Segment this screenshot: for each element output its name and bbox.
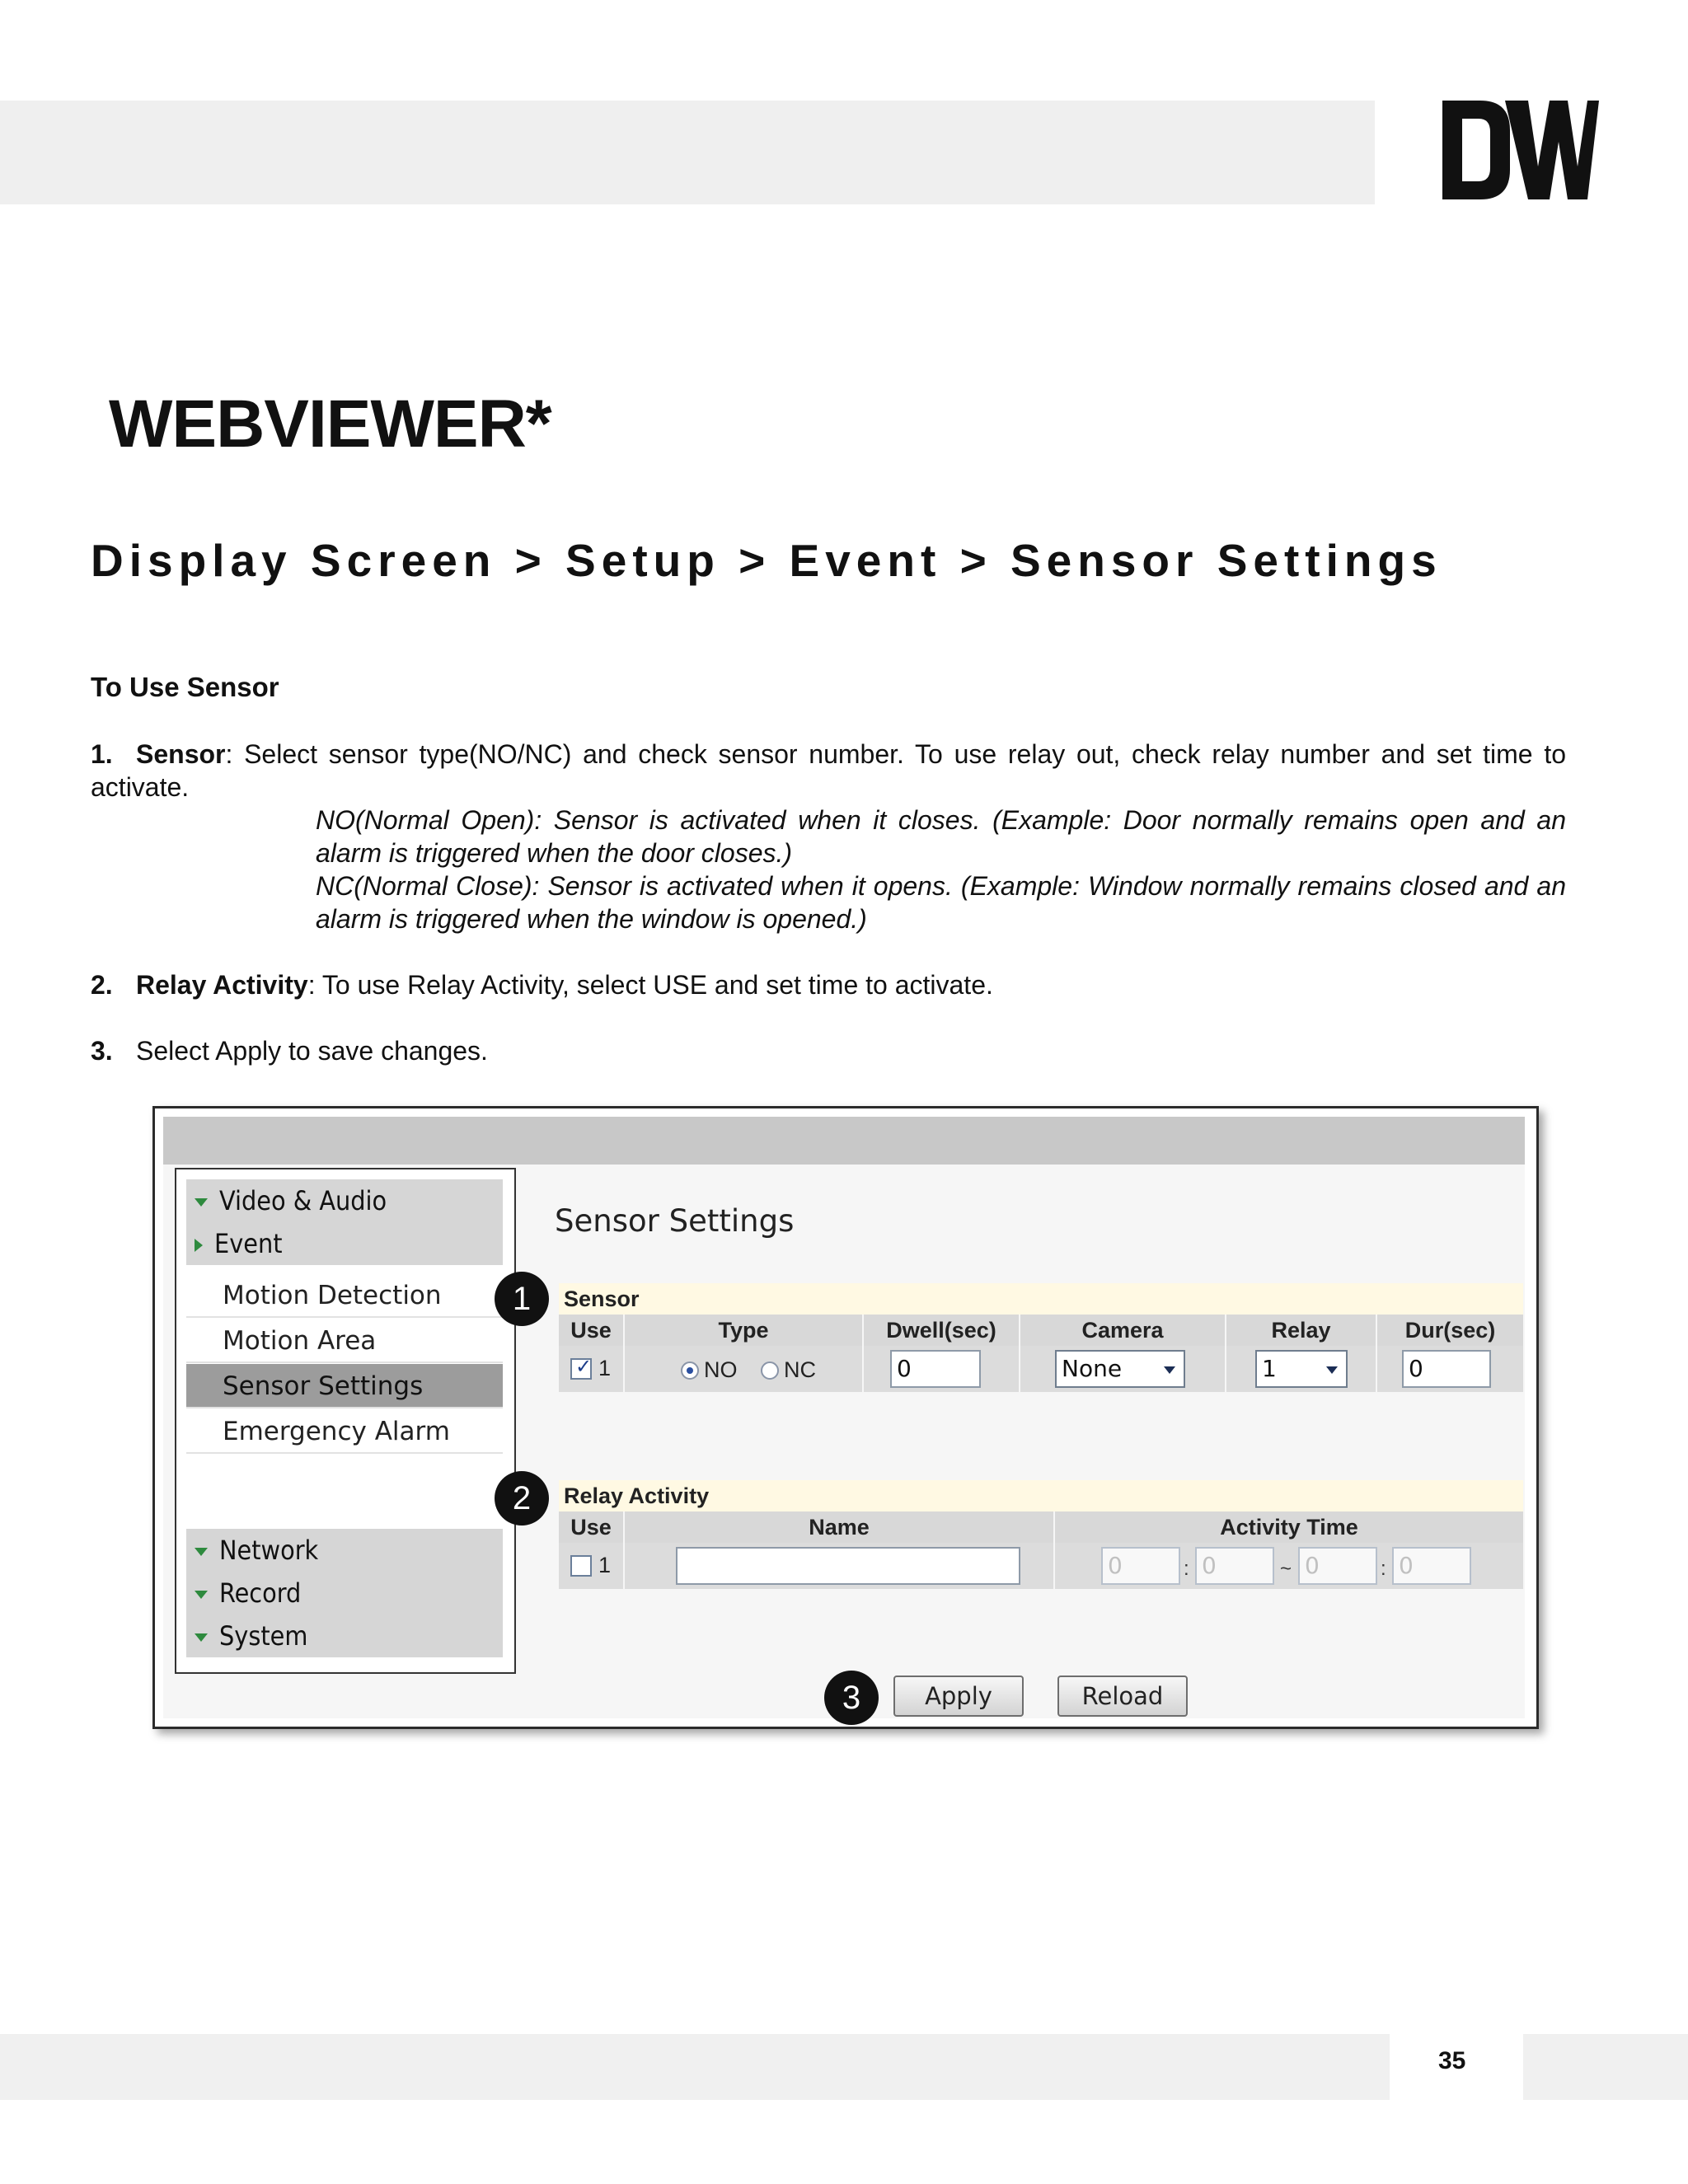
time-separator: : — [1381, 1558, 1386, 1580]
dropdown-arrow-icon — [1326, 1366, 1338, 1374]
section-subheading: To Use Sensor — [91, 672, 279, 702]
sensor-col-type: Type — [625, 1315, 864, 1346]
page-title: WEBVIEWER* — [109, 387, 551, 462]
sidebar-item-motion-detection[interactable]: Motion Detection — [186, 1273, 503, 1318]
expand-arrow-icon — [195, 1633, 208, 1642]
callout-2-badge: 2 — [495, 1471, 549, 1526]
callout-1-badge: 1 — [495, 1272, 549, 1326]
note-normal-close: NC(Normal Close): Sensor is activated when it opens. (Example: Window normally remains closed and an alarm is triggered when the window is opened.) — [316, 871, 1566, 934]
range-separator: ~ — [1280, 1558, 1292, 1580]
header-band — [0, 101, 1375, 204]
page-number: 35 — [1438, 2047, 1466, 2074]
sensor-index: 1 — [598, 1356, 612, 1380]
sensor-col-relay: Relay — [1226, 1315, 1377, 1346]
reload-button[interactable]: Reload — [1057, 1675, 1188, 1717]
footer-band-right — [1523, 2034, 1688, 2100]
sensor-col-use: Use — [559, 1315, 625, 1346]
step-number: 2. — [91, 970, 113, 1000]
checkmark-icon: ✓ — [575, 1356, 593, 1378]
sensor-type-no-radio[interactable] — [681, 1361, 699, 1380]
step-number: 3. — [91, 1036, 113, 1066]
step-2 — [91, 968, 1566, 1001]
expand-arrow-icon — [195, 1591, 208, 1599]
step-text: : Select sensor type(NO/NC) and check sensor number. To use relay out, check relay number and set time to activate. — [91, 739, 1566, 802]
footer-band-left — [0, 2034, 1390, 2100]
sensor-dur-cell — [1377, 1346, 1523, 1392]
step-3 — [91, 1034, 1566, 1067]
dropdown-arrow-icon — [1164, 1366, 1175, 1374]
sensor-type-no-label: NO — [704, 1357, 738, 1382]
sensor-type-nc-label: NC — [784, 1357, 816, 1382]
sensor-relay-cell — [1226, 1346, 1377, 1392]
sidebar-item-emergency-alarm[interactable]: Emergency Alarm — [186, 1409, 503, 1454]
sensor-type-nc-radio[interactable] — [761, 1361, 779, 1380]
relay-start-hour-input[interactable]: 0 — [1101, 1547, 1180, 1585]
step-text: : To use Relay Activity, select USE and set time to activate. — [307, 970, 993, 1000]
sensor-dwell-cell — [864, 1346, 1020, 1392]
relay-index: 1 — [598, 1553, 612, 1577]
sidebar-group-bottom — [186, 1529, 503, 1657]
sensor-col-dur: Dur(sec) — [1377, 1315, 1523, 1346]
callout-3-badge: 3 — [824, 1671, 879, 1725]
relay-activity-section-heading: Relay Activity — [559, 1480, 1523, 1511]
sensor-relay-select[interactable]: 1 — [1255, 1350, 1348, 1388]
step-text: Select Apply to save changes. — [136, 1036, 488, 1066]
sensor-dur-input[interactable]: 0 — [1402, 1350, 1491, 1388]
dw-logo — [1442, 97, 1599, 203]
sensor-section-heading: Sensor — [559, 1283, 1523, 1315]
note-normal-open: NO(Normal Open): Sensor is activated when it closes. (Example: Door normally remains open and an alarm is triggered when the door closes.) — [316, 805, 1566, 868]
relay-use-cell — [559, 1543, 625, 1589]
apply-button[interactable]: Apply — [893, 1675, 1024, 1717]
sidebar-group-top — [186, 1179, 503, 1265]
relay-time-cell — [1055, 1543, 1523, 1589]
sensor-col-camera: Camera — [1020, 1315, 1226, 1346]
setup-sidebar — [175, 1168, 516, 1674]
sensor-camera-cell — [1020, 1346, 1226, 1392]
expand-arrow-icon — [195, 1548, 208, 1556]
sidebar-item-record[interactable]: Record — [186, 1572, 301, 1615]
relay-col-use: Use — [559, 1511, 625, 1543]
step-term: Relay Activity — [136, 970, 308, 1000]
sensor-settings-title: Sensor Settings — [555, 1203, 795, 1239]
relay-col-name: Name — [625, 1511, 1055, 1543]
sidebar-item-sensor-settings[interactable]: Sensor Settings — [186, 1364, 503, 1408]
time-separator: : — [1184, 1558, 1189, 1580]
sidebar-item-video-audio[interactable]: Video & Audio — [186, 1179, 387, 1222]
relay-use-checkbox[interactable] — [570, 1555, 592, 1577]
expand-arrow-icon — [195, 1198, 208, 1207]
relay-col-activity-time: Activity Time — [1055, 1511, 1523, 1543]
webviewer-screenshot — [152, 1106, 1539, 1729]
step-number: 1. — [91, 739, 113, 769]
relay-end-minute-input[interactable]: 0 — [1392, 1547, 1471, 1585]
relay-name-cell — [625, 1543, 1055, 1589]
sensor-use-cell — [559, 1346, 625, 1392]
step-term: Sensor — [136, 739, 226, 769]
sidebar-item-motion-area[interactable]: Motion Area — [186, 1319, 503, 1363]
relay-end-hour-input[interactable]: 0 — [1298, 1547, 1377, 1585]
step-1 — [91, 738, 1566, 804]
breadcrumb: Display Screen > Setup > Event > Sensor Settings — [91, 535, 1442, 586]
relay-start-minute-input[interactable]: 0 — [1195, 1547, 1274, 1585]
sensor-camera-select[interactable]: None — [1055, 1350, 1185, 1388]
sensor-dwell-input[interactable]: 0 — [890, 1350, 981, 1388]
sensor-type-cell — [625, 1346, 864, 1392]
sensor-col-dwell: Dwell(sec) — [864, 1315, 1020, 1346]
relay-name-input[interactable] — [676, 1547, 1020, 1585]
sidebar-item-network[interactable]: Network — [186, 1529, 318, 1572]
screenshot-top-bar — [163, 1117, 1525, 1165]
sidebar-item-event[interactable]: Event — [186, 1222, 282, 1265]
collapse-arrow-icon — [195, 1239, 203, 1252]
sidebar-item-system[interactable]: System — [186, 1615, 307, 1657]
radio-selected-dot — [687, 1367, 693, 1374]
sensor-use-checkbox[interactable] — [570, 1358, 592, 1380]
sensor-type-notes — [316, 804, 1566, 935]
